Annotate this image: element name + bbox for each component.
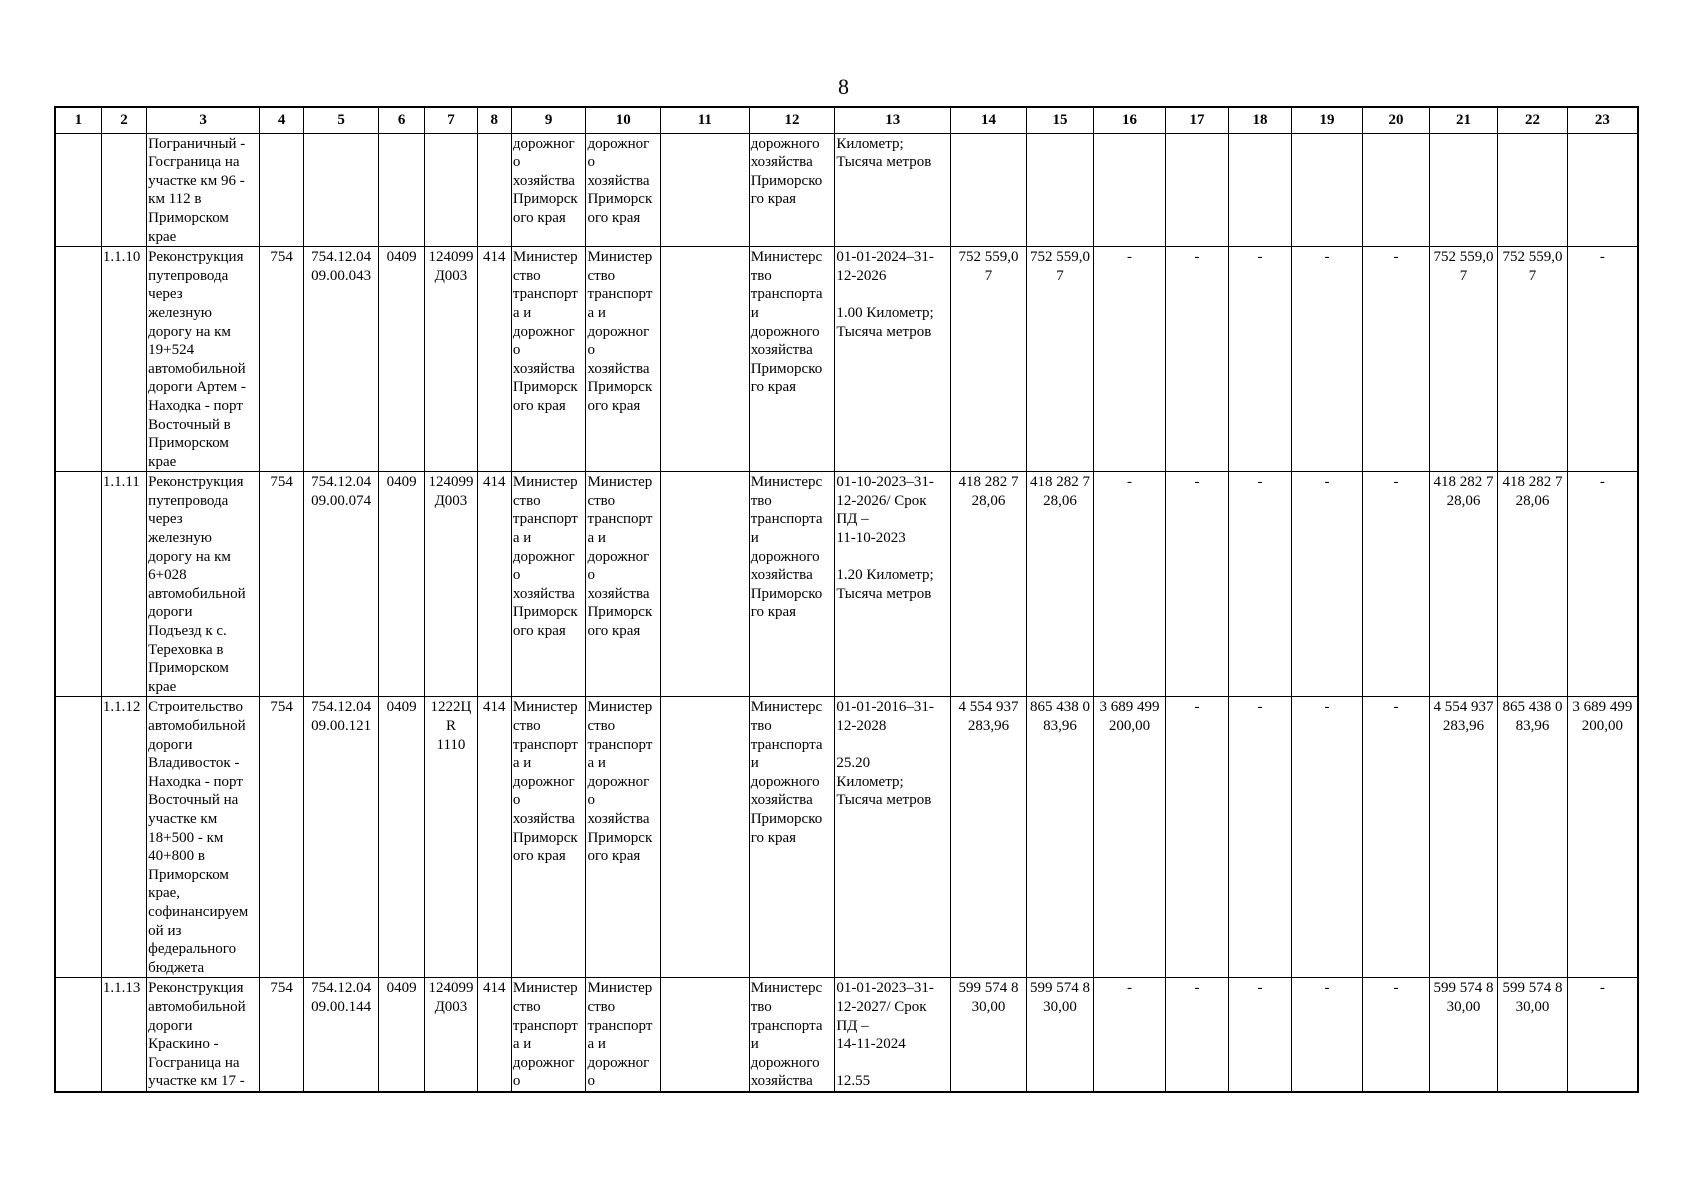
cell-col-2: 1.1.10: [101, 247, 146, 472]
cell-col-19: -: [1291, 697, 1363, 978]
cell-col-7: 1222ЦR 1110: [425, 697, 477, 978]
table-row: [55, 133, 1638, 247]
cell-col-15: 418 282 7 28,06: [1026, 472, 1094, 697]
cell-col-1: [55, 133, 101, 247]
cell-col-14: 599 574 8 30,00: [951, 978, 1027, 1092]
cell-col-14: 752 559,0 7: [951, 247, 1027, 472]
cell-col-5: 754.12.04 09.00.144: [304, 978, 379, 1092]
cell-col-1: [55, 247, 101, 472]
column-header-10: 10: [586, 107, 661, 133]
cell-col-3: Реконструкция путепровода через железную дорогу на км 6+028 автомобильной дороги Подъезд к с. Тереховка в Приморском крае: [147, 472, 260, 697]
column-header-16: 16: [1094, 107, 1166, 133]
cell-col-6: 0409: [378, 697, 424, 978]
cell-col-5: 754.12.04 09.00.121: [304, 697, 379, 978]
column-header-23: 23: [1567, 107, 1638, 133]
cell-col-17: -: [1165, 978, 1228, 1092]
cell-col-20: [1363, 133, 1430, 247]
cell-col-22: 865 438 0 83,96: [1498, 697, 1568, 978]
cell-col-9: дорожног о хозяйства Приморск ого края: [511, 133, 586, 247]
cell-col-8: [477, 133, 511, 247]
budget-table: [54, 106, 1639, 1093]
cell-col-13: 01-01-2016–31- 12-2028 25.20 Километр; Тысяча метров: [835, 697, 951, 978]
cell-col-17: -: [1165, 247, 1228, 472]
cell-col-5: 754.12.04 09.00.043: [304, 247, 379, 472]
cell-col-12: Министерс тво транспорта и дорожного хозяйства Приморско го края: [749, 247, 835, 472]
cell-col-8: 414: [477, 978, 511, 1092]
column-header-17: 17: [1165, 107, 1228, 133]
cell-col-15: 752 559,0 7: [1026, 247, 1094, 472]
column-header-11: 11: [661, 107, 750, 133]
cell-col-13: 01-01-2023–31- 12-2027/ Срок ПД – 14-11-2024 12.55: [835, 978, 951, 1092]
cell-col-16: -: [1094, 247, 1166, 472]
cell-col-13: Километр; Тысяча метров: [835, 133, 951, 247]
column-header-20: 20: [1363, 107, 1430, 133]
cell-col-19: -: [1291, 247, 1363, 472]
cell-col-16: 3 689 499 200,00: [1094, 697, 1166, 978]
column-header-5: 5: [304, 107, 379, 133]
cell-col-21: [1429, 133, 1498, 247]
cell-col-11: [661, 247, 750, 472]
cell-col-10: Министер ство транспорт а и дорожног о хозяйства Приморск ого края: [586, 697, 661, 978]
cell-col-18: [1229, 133, 1291, 247]
cell-col-1: [55, 697, 101, 978]
cell-col-22: 599 574 8 30,00: [1498, 978, 1568, 1092]
column-header-2: 2: [101, 107, 146, 133]
table-row: [55, 697, 1638, 978]
column-header-6: 6: [378, 107, 424, 133]
cell-col-17: -: [1165, 472, 1228, 697]
cell-col-9: Министер ство транспорт а и дорожног о хозяйства Приморск ого края: [511, 697, 586, 978]
column-header-15: 15: [1026, 107, 1094, 133]
cell-col-23: -: [1567, 978, 1638, 1092]
cell-col-14: [951, 133, 1027, 247]
column-header-18: 18: [1229, 107, 1291, 133]
cell-col-1: [55, 978, 101, 1092]
cell-col-21: 752 559,0 7: [1429, 247, 1498, 472]
cell-col-9: Министер ство транспорт а и дорожног о: [511, 978, 586, 1092]
cell-col-12: Министерс тво транспорта и дорожного хозяйства Приморско го края: [749, 697, 835, 978]
cell-col-16: -: [1094, 472, 1166, 697]
column-header-7: 7: [425, 107, 477, 133]
cell-col-3: Строительство автомобильной дороги Владивосток - Находка - порт Восточный на участке км 18+500 - км 40+800 в Приморском крае, софинансируем ой из федерального бюджета: [147, 697, 260, 978]
cell-col-19: [1291, 133, 1363, 247]
cell-col-8: 414: [477, 697, 511, 978]
cell-col-23: -: [1567, 247, 1638, 472]
cell-col-2: 1.1.12: [101, 697, 146, 978]
cell-col-4: 754: [260, 472, 304, 697]
cell-col-23: [1567, 133, 1638, 247]
column-header-22: 22: [1498, 107, 1568, 133]
column-header-9: 9: [511, 107, 586, 133]
table-row: [55, 978, 1638, 1092]
column-header-1: 1: [55, 107, 101, 133]
cell-col-18: -: [1229, 472, 1291, 697]
cell-col-14: 418 282 7 28,06: [951, 472, 1027, 697]
cell-col-15: 865 438 0 83,96: [1026, 697, 1094, 978]
cell-col-13: 01-01-2024–31- 12-2026 1.00 Километр; Тысяча метров: [835, 247, 951, 472]
cell-col-4: 754: [260, 978, 304, 1092]
cell-col-16: [1094, 133, 1166, 247]
cell-col-21: 4 554 937 283,96: [1429, 697, 1498, 978]
cell-col-18: -: [1229, 978, 1291, 1092]
cell-col-12: Министерс тво транспорта и дорожного хозяйства Приморско го края: [749, 472, 835, 697]
cell-col-6: 0409: [378, 472, 424, 697]
column-header-13: 13: [835, 107, 951, 133]
cell-col-5: [304, 133, 379, 247]
cell-col-17: -: [1165, 697, 1228, 978]
cell-col-16: -: [1094, 978, 1166, 1092]
cell-col-11: [661, 133, 750, 247]
cell-col-18: -: [1229, 247, 1291, 472]
cell-col-8: 414: [477, 472, 511, 697]
cell-col-23: 3 689 499 200,00: [1567, 697, 1638, 978]
cell-col-6: [378, 133, 424, 247]
cell-col-15: 599 574 8 30,00: [1026, 978, 1094, 1092]
cell-col-13: 01-10-2023–31- 12-2026/ Срок ПД – 11-10-2023 1.20 Километр; Тысяча метров: [835, 472, 951, 697]
cell-col-10: Министер ство транспорт а и дорожног о: [586, 978, 661, 1092]
cell-col-17: [1165, 133, 1228, 247]
cell-col-9: Министер ство транспорт а и дорожног о хозяйства Приморск ого края: [511, 247, 586, 472]
cell-col-19: -: [1291, 978, 1363, 1092]
cell-col-10: дорожног о хозяйства Приморск ого края: [586, 133, 661, 247]
cell-col-21: 418 282 7 28,06: [1429, 472, 1498, 697]
column-header-8: 8: [477, 107, 511, 133]
table-row: [55, 247, 1638, 472]
column-header-12: 12: [749, 107, 835, 133]
cell-col-7: 124099 Д003: [425, 247, 477, 472]
cell-col-22: [1498, 133, 1568, 247]
cell-col-4: 754: [260, 247, 304, 472]
cell-col-10: Министер ство транспорт а и дорожног о хозяйства Приморск ого края: [586, 472, 661, 697]
page-number: 8: [838, 74, 849, 99]
cell-col-1: [55, 472, 101, 697]
column-header-4: 4: [260, 107, 304, 133]
cell-col-23: -: [1567, 472, 1638, 697]
cell-col-3: Реконструкция путепровода через железную дорогу на км 19+524 автомобильной дороги Артем - Находка - порт Восточный в Приморском крае: [147, 247, 260, 472]
column-header-3: 3: [147, 107, 260, 133]
column-header-14: 14: [951, 107, 1027, 133]
column-header-21: 21: [1429, 107, 1498, 133]
cell-col-15: [1026, 133, 1094, 247]
cell-col-8: 414: [477, 247, 511, 472]
cell-col-12: Министерс тво транспорта и дорожного хозяйства: [749, 978, 835, 1092]
cell-col-20: -: [1363, 697, 1430, 978]
cell-col-7: 124099 Д003: [425, 978, 477, 1092]
cell-col-10: Министер ство транспорт а и дорожног о хозяйства Приморск ого края: [586, 247, 661, 472]
cell-col-22: 752 559,0 7: [1498, 247, 1568, 472]
cell-col-19: -: [1291, 472, 1363, 697]
cell-col-18: -: [1229, 697, 1291, 978]
cell-col-21: 599 574 8 30,00: [1429, 978, 1498, 1092]
cell-col-6: 0409: [378, 978, 424, 1092]
cell-col-7: [425, 133, 477, 247]
column-header-19: 19: [1291, 107, 1363, 133]
cell-col-3: Пограничный - Госграница на участке км 96 - км 112 в Приморском крае: [147, 133, 260, 247]
cell-col-4: [260, 133, 304, 247]
cell-col-14: 4 554 937 283,96: [951, 697, 1027, 978]
cell-col-12: дорожного хозяйства Приморско го края: [749, 133, 835, 247]
cell-col-6: 0409: [378, 247, 424, 472]
cell-col-11: [661, 978, 750, 1092]
cell-col-3: Реконструкция автомобильной дороги Краскино - Госграница на участке км 17 -: [147, 978, 260, 1092]
cell-col-20: -: [1363, 472, 1430, 697]
cell-col-11: [661, 697, 750, 978]
cell-col-11: [661, 472, 750, 697]
cell-col-20: -: [1363, 247, 1430, 472]
cell-col-22: 418 282 7 28,06: [1498, 472, 1568, 697]
cell-col-4: 754: [260, 697, 304, 978]
cell-col-2: 1.1.13: [101, 978, 146, 1092]
cell-col-7: 124099 Д003: [425, 472, 477, 697]
cell-col-5: 754.12.04 09.00.074: [304, 472, 379, 697]
header-row: [55, 107, 1638, 133]
cell-col-2: [101, 133, 146, 247]
cell-col-2: 1.1.11: [101, 472, 146, 697]
cell-col-20: -: [1363, 978, 1430, 1092]
table-row: [55, 472, 1638, 697]
cell-col-9: Министер ство транспорт а и дорожног о хозяйства Приморск ого края: [511, 472, 586, 697]
